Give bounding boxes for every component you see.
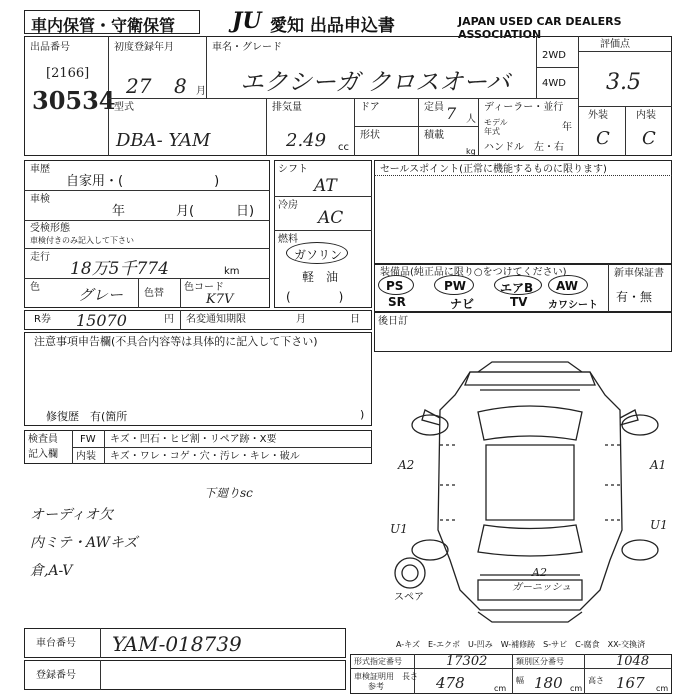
recycle-label: R券	[34, 314, 51, 325]
equip-sr: SR	[388, 295, 406, 309]
equip-tv: TV	[510, 295, 528, 309]
color-value: グレー	[78, 286, 124, 304]
inspection-label: 車検	[30, 194, 50, 205]
warranty-value: 有・無	[616, 290, 653, 304]
capacity-unit: 人	[466, 114, 476, 125]
equip-navi: ナビ	[450, 297, 475, 311]
inspector-fw-label: FW	[80, 434, 96, 445]
aircon-label: 冷房	[278, 200, 298, 211]
color-code-value: K7V	[206, 292, 234, 307]
dealer-handle: ハンドル 左・右	[484, 142, 564, 153]
drive-4wd: 4WD	[542, 78, 566, 89]
shift-value: AT	[314, 176, 337, 196]
lot-sub-number: [2166]	[46, 66, 90, 81]
load-label: 積載	[424, 130, 444, 141]
exterior-label: 外装	[588, 110, 608, 121]
form-title: 愛知 出品申込書	[270, 16, 395, 36]
inspection-day: 日)	[236, 204, 255, 219]
storage-text: 車内保管・守衛保管	[31, 16, 176, 35]
car-name-value: エクシーガ クロスオーバ	[240, 68, 510, 96]
inspection-year: 年	[112, 204, 126, 219]
color-label: 色	[30, 282, 40, 293]
shape-label: 形状	[360, 130, 380, 141]
lot-label: 出品番号	[30, 42, 70, 53]
equip-pw: PW	[444, 279, 467, 293]
registration-label: 初度登録年月	[114, 42, 174, 53]
note-interior: 内ミテ・AWキズ	[30, 535, 138, 551]
recycle-unit: 円	[164, 314, 174, 325]
load-unit: kg	[466, 147, 476, 156]
note-underbody: 下廻りsc	[204, 486, 253, 500]
receipt-label: 受検形態	[30, 223, 70, 234]
chassis-label: 車台番号	[36, 638, 76, 649]
inspection-month: 月(	[176, 204, 195, 219]
mileage-unit: km	[224, 266, 240, 277]
reg-number-label: 登録番号	[36, 670, 76, 681]
interior-label: 内装	[636, 110, 656, 121]
spec-class-value: 1048	[616, 654, 650, 669]
damage-right-a1: A1	[650, 458, 667, 472]
spec-length-value: 478	[436, 674, 465, 692]
note-seat: 倉,A-V	[30, 563, 73, 579]
repair-label: 修復歴 有(箇所	[46, 410, 128, 423]
inspector-fw-text: キズ・凹石・ヒビ割・リペア跡・X要	[110, 434, 277, 445]
spec-width-label: 幅	[516, 676, 524, 685]
aircon-value: AC	[318, 208, 344, 228]
registration-month-unit: 月	[196, 86, 206, 97]
damage-legend: A-キズ E-エクボ U-凹み W-補修跡 S-サビ C-腐食 XX-交換済	[396, 640, 646, 649]
history-label: 車歴	[30, 164, 50, 175]
damage-left-a2: A2	[398, 458, 415, 472]
exterior-value: C	[596, 128, 610, 149]
equip-airbag: エアB	[500, 281, 534, 295]
registration-year: 27	[126, 74, 152, 98]
color-tone-label: 色替	[144, 288, 164, 299]
inspector-label1: 検査員	[28, 434, 58, 445]
equipment-label: 装備品(純正品に限り○をつけてください)	[380, 267, 567, 278]
name-change-month: 月	[296, 314, 306, 325]
name-change-label: 名変通知期限	[186, 314, 246, 325]
spec-type-label: 形式指定番号	[354, 657, 402, 666]
note-audio: オーディオ欠	[30, 507, 113, 523]
doors-label: ドア	[360, 102, 380, 113]
lot-number: 30534	[32, 86, 116, 115]
spec-height-label: 高さ	[588, 676, 604, 685]
equip-leather: カワシート	[548, 300, 598, 311]
recycle-value: 15070	[76, 311, 127, 330]
damage-rear-text: ガーニッシュ	[512, 582, 572, 593]
shift-label: シフト	[278, 164, 308, 175]
ju-logo: JU	[232, 8, 262, 34]
equip-ps: PS	[386, 279, 404, 293]
drive-2wd: 2WD	[542, 50, 566, 61]
fuel-gasoline: ガソリン	[294, 248, 343, 262]
receipt-note: 車検付きのみ記入して下さい	[30, 236, 134, 245]
equip-aw: AW	[556, 279, 578, 293]
dealer-year-unit: 年	[562, 122, 572, 133]
repair-close: )	[360, 408, 365, 421]
warranty-label: 新車保証書	[614, 268, 664, 279]
color-code-label: 色コード	[184, 282, 224, 293]
rear-remarks-label: 後日訂	[378, 316, 408, 327]
car-name-label: 車名・グレード	[212, 42, 282, 53]
capacity-label: 定員	[424, 102, 444, 113]
dealer-row1: ディーラー・並行	[484, 102, 564, 113]
displacement-label: 排気量	[272, 102, 302, 113]
spec-height-unit: cm	[656, 684, 669, 693]
spec-type-value: 17302	[446, 654, 488, 669]
displacement-unit: cc	[338, 142, 349, 153]
score-value: 3.5	[606, 70, 641, 95]
score-label: 評価点	[600, 39, 630, 50]
damage-left-u1: U1	[390, 522, 408, 536]
association-name: JAPAN USED CAR DEALERS ASSOCIATION	[458, 15, 622, 41]
damage-rear-a2: A2	[532, 566, 547, 579]
dealer-model: モデル	[484, 118, 508, 127]
capacity-value: 7	[446, 104, 457, 123]
inspector-inner-label: 内装	[76, 451, 96, 462]
registration-month: 8	[174, 74, 187, 98]
spec-ref: 参考	[368, 682, 384, 691]
inspector-label2: 記入欄	[28, 449, 58, 460]
model-value: DBA- YAM	[116, 130, 211, 151]
spare-label: スペア	[394, 592, 424, 603]
spec-width-unit: cm	[570, 684, 583, 693]
spec-height-value: 167	[616, 674, 645, 692]
fuel-other: ( )	[286, 290, 344, 304]
displacement-value: 2.49	[286, 130, 327, 151]
spec-width-value: 180	[534, 674, 563, 692]
fuel-label: 燃料	[278, 234, 298, 245]
mileage-label: 走行	[30, 252, 50, 263]
notes-label: 注意事項申告欄(不具合内容等は具体的に記入して下さい)	[34, 335, 318, 348]
selling-points-label: セールスポイント(正常に機能するものに限ります)	[380, 164, 607, 175]
mileage-value: 18万5千774	[70, 259, 169, 279]
dealer-year: 年式	[484, 127, 500, 136]
fuel-diesel: 軽 油	[302, 270, 339, 284]
inspector-inner-text: キズ・ワレ・コゲ・穴・汚レ・キレ・破ル	[110, 451, 300, 462]
name-change-day: 日	[350, 314, 360, 325]
spec-length-label: 車検証明用 長さ	[354, 672, 418, 681]
damage-right-u1: U1	[650, 518, 668, 532]
interior-value: C	[642, 128, 656, 149]
chassis-value: YAM-018739	[112, 632, 242, 656]
history-value: 自家用・( )	[66, 174, 220, 189]
spec-class-label: 類別区分番号	[516, 657, 564, 666]
spec-length-unit: cm	[494, 684, 507, 693]
model-label: 型式	[114, 102, 134, 113]
